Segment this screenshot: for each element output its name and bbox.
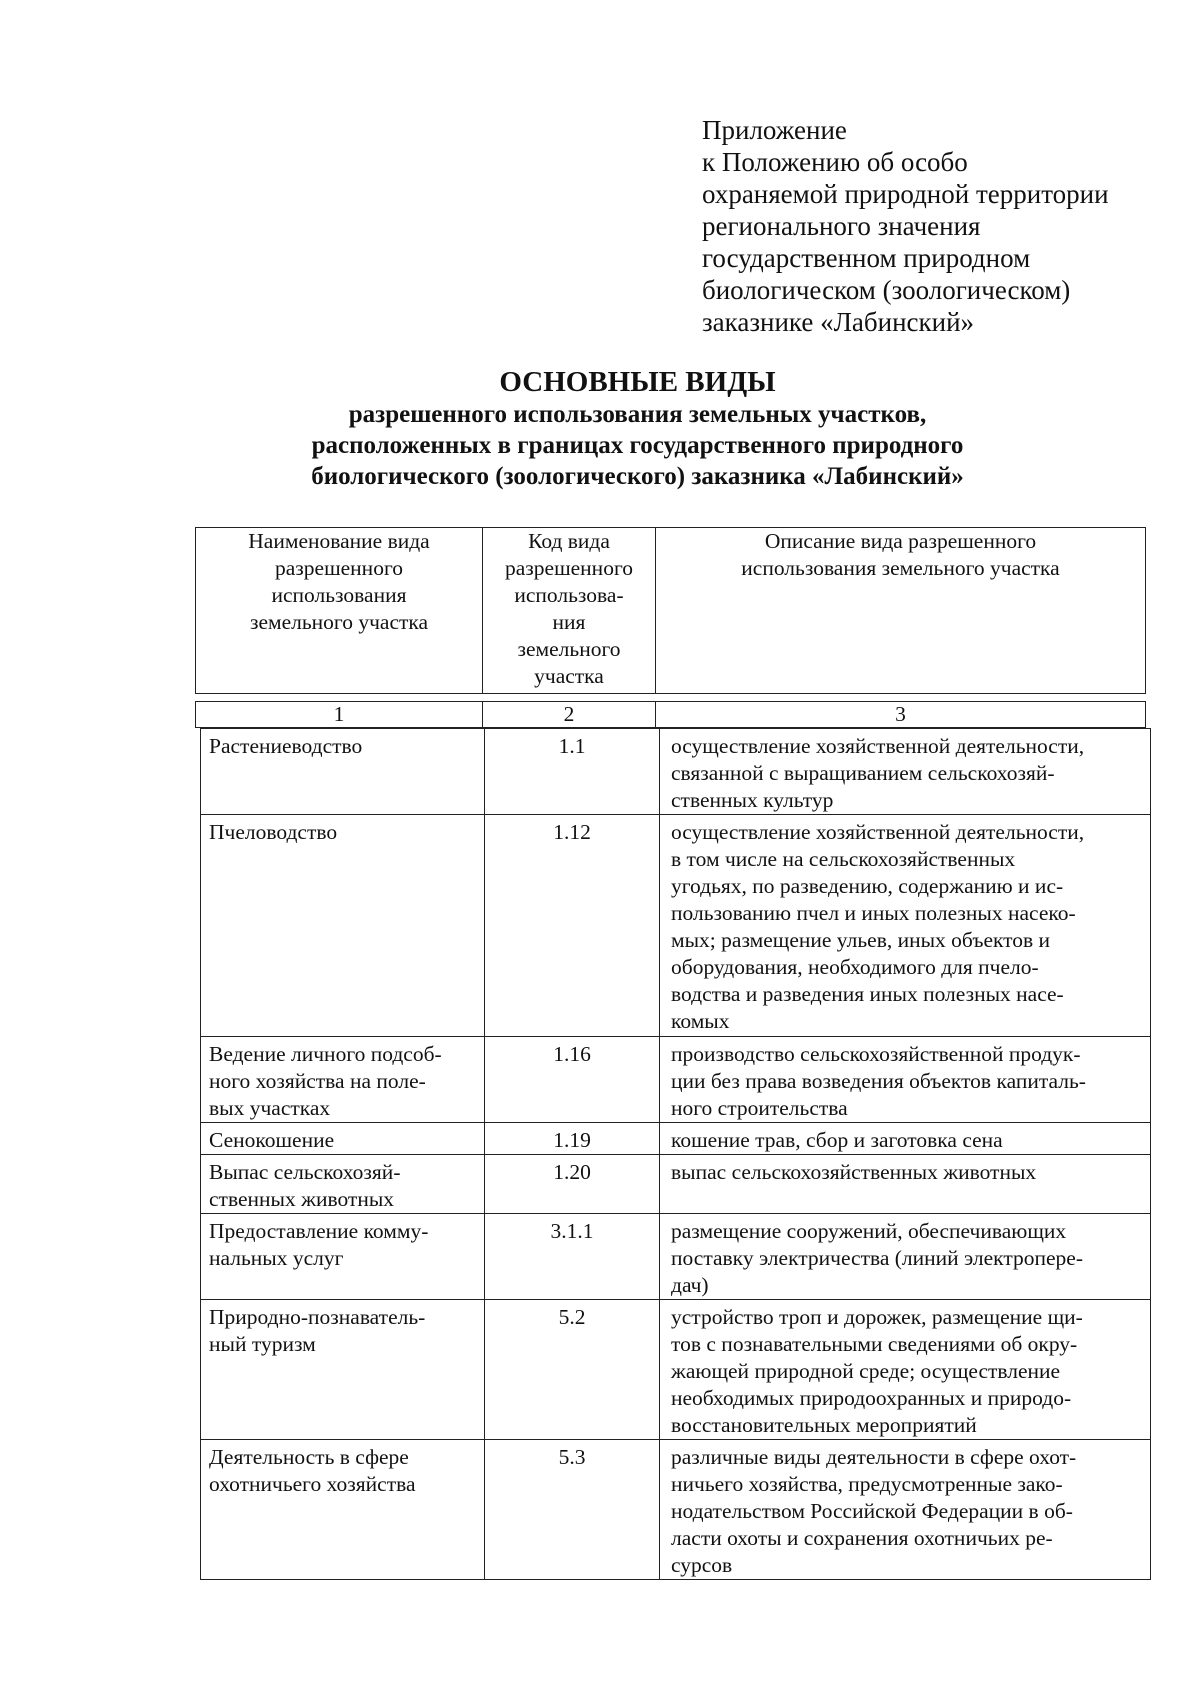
table-row bbox=[201, 729, 1151, 815]
appendix-line: охраняемой природной территории bbox=[702, 179, 1109, 209]
land-use-name-line: ственных животных bbox=[209, 1187, 395, 1211]
table-row bbox=[201, 1300, 1151, 1440]
header-text: ния bbox=[552, 610, 586, 634]
header-text: участка bbox=[534, 664, 604, 688]
land-use-name-line: Выпас сельскохозяй- bbox=[209, 1160, 401, 1184]
table-row bbox=[201, 1214, 1151, 1300]
land-use-description-line: связанной с выращиванием сельскохозяй- bbox=[671, 761, 1055, 785]
land-use-name-line: Деятельность в сфере bbox=[209, 1445, 409, 1469]
land-use-code: 5.3 bbox=[485, 1440, 660, 1580]
land-use-name-line: Растениеводство bbox=[209, 734, 363, 758]
land-use-description-line: осуществление хозяйственной деятельности, bbox=[671, 820, 1085, 844]
land-use-code: 5.2 bbox=[485, 1300, 660, 1440]
land-use-name-cell bbox=[201, 1300, 485, 1440]
land-use-description-cell bbox=[660, 1037, 1151, 1123]
land-use-name-line: Сенокошение bbox=[209, 1128, 335, 1152]
header-text: земельного участка bbox=[249, 610, 429, 634]
land-use-name-line: ный туризм bbox=[209, 1332, 316, 1356]
land-use-description-line: сурсов bbox=[671, 1553, 733, 1577]
land-use-description-line: необходимых природоохранных и природо- bbox=[671, 1386, 1072, 1410]
land-use-code: 1.1 bbox=[485, 729, 660, 815]
land-use-description-line: ничьего хозяйства, предусмотренные зако- bbox=[671, 1472, 1063, 1496]
land-use-description-line: осуществление хозяйственной деятельности, bbox=[671, 734, 1085, 758]
land-use-name-cell bbox=[201, 729, 485, 815]
land-use-description-line: поставку электричества (линий электропере- bbox=[671, 1246, 1083, 1270]
land-use-name-cell bbox=[201, 815, 485, 1037]
table-body bbox=[201, 729, 1151, 1580]
table-row bbox=[201, 1037, 1151, 1123]
land-use-description-line: восстановительных мероприятий bbox=[671, 1413, 977, 1437]
land-use-description-line: оборудования, необходимого для пчело- bbox=[671, 955, 1039, 979]
land-use-name-line: вых участках bbox=[209, 1096, 331, 1120]
land-use-description-cell bbox=[660, 1214, 1151, 1300]
header-text: использования земельного участка bbox=[741, 556, 1060, 580]
land-use-name-line: охотничьего хозяйства bbox=[209, 1472, 416, 1496]
header-name-cell bbox=[196, 528, 483, 694]
header-text: Описание вида разрешенного bbox=[764, 529, 1037, 553]
land-use-description-line: водства и разведения иных полезных насе- bbox=[671, 982, 1064, 1006]
land-use-description-line: выпас сельскохозяйственных животных bbox=[671, 1160, 1037, 1184]
land-use-description-line: ного строительства bbox=[671, 1096, 848, 1120]
land-use-description-cell bbox=[660, 1123, 1151, 1155]
appendix-line: биологическом (зоологическом) bbox=[702, 275, 1071, 305]
land-use-code: 3.1.1 bbox=[485, 1214, 660, 1300]
header-code-cell bbox=[483, 528, 656, 694]
land-use-description-line: дач) bbox=[671, 1273, 709, 1297]
land-use-name-line: ного хозяйства на поле- bbox=[209, 1069, 426, 1093]
land-use-name-cell bbox=[201, 1123, 485, 1155]
document-heading bbox=[0, 365, 1200, 492]
land-use-description-line: устройство троп и дорожек, размещение щи- bbox=[671, 1305, 1083, 1329]
land-use-description-line: кошение трав, сбор и заготовка сена bbox=[671, 1128, 1003, 1152]
column-number: 1 bbox=[196, 702, 483, 728]
land-use-description-cell bbox=[660, 1300, 1151, 1440]
appendix-line: Приложение bbox=[702, 115, 847, 145]
land-use-description-line: различные виды деятельности в сфере охот- bbox=[671, 1445, 1077, 1469]
header-text: использова- bbox=[514, 583, 624, 607]
header-text: Код вида bbox=[528, 529, 610, 553]
table-row bbox=[201, 1440, 1151, 1580]
land-use-description-cell bbox=[660, 1440, 1151, 1580]
appendix-line: заказнике «Лабинский» bbox=[702, 307, 975, 337]
table-row bbox=[201, 1155, 1151, 1214]
header-text: земельного bbox=[517, 637, 621, 661]
header-text: разрешенного bbox=[275, 556, 403, 580]
land-use-description-line: тов с познавательными сведениями об окру- bbox=[671, 1332, 1078, 1356]
land-use-description-line: мых; размещение ульев, иных объектов и bbox=[671, 928, 1051, 952]
column-number-row bbox=[195, 701, 1146, 728]
column-number: 2 bbox=[483, 702, 656, 728]
land-use-name-line: Предоставление комму- bbox=[209, 1219, 429, 1243]
document-subtitle-line: расположенных в границах государственного природного bbox=[311, 432, 964, 459]
land-use-name-line: Природно-познаватель- bbox=[209, 1305, 426, 1329]
land-use-name-cell bbox=[201, 1155, 485, 1214]
header-text: Наименование вида bbox=[248, 529, 430, 553]
appendix-line: регионального значения bbox=[702, 211, 981, 241]
land-use-description-cell bbox=[660, 729, 1151, 815]
land-use-description-line: жающей природной среде; осуществление bbox=[671, 1359, 1061, 1383]
document-title: ОСНОВНЫЕ ВИДЫ bbox=[499, 366, 776, 398]
land-use-code: 1.20 bbox=[485, 1155, 660, 1214]
document-subtitle-line: разрешенного использования земельных участков, bbox=[348, 401, 927, 428]
land-use-name-line: Пчеловодство bbox=[209, 820, 338, 844]
table-row bbox=[201, 1123, 1151, 1155]
document-subtitle-line: биологического (зоологического) заказника «Лабинский» bbox=[311, 463, 964, 490]
land-use-description-line: комых bbox=[671, 1009, 730, 1033]
land-use-description-line: угодьях, по разведению, содержанию и ис- bbox=[671, 874, 1064, 898]
land-use-description-line: пользованию пчел и иных полезных насеко- bbox=[671, 901, 1076, 925]
land-use-name-line: нальных услуг bbox=[209, 1246, 344, 1270]
land-use-description-line: размещение сооружений, обеспечивающих bbox=[671, 1219, 1067, 1243]
table-row bbox=[201, 815, 1151, 1037]
land-use-description-line: производство сельскохозяйственной продук- bbox=[671, 1042, 1081, 1066]
land-use-description-cell bbox=[660, 815, 1151, 1037]
land-use-name-line: Ведение личного подсоб- bbox=[209, 1042, 442, 1066]
land-use-description-line: нодательством Российской Федерации в об- bbox=[671, 1499, 1073, 1523]
header-desc-cell bbox=[656, 528, 1146, 694]
land-use-description-line: ции без права возведения объектов капиталь- bbox=[671, 1069, 1086, 1093]
land-use-description-cell bbox=[660, 1155, 1151, 1214]
land-use-name-cell bbox=[201, 1037, 485, 1123]
land-use-code: 1.16 bbox=[485, 1037, 660, 1123]
land-use-description-line: ласти охоты и сохранения охотничьих ре- bbox=[671, 1526, 1053, 1550]
column-number: 3 bbox=[656, 702, 1146, 728]
land-use-name-cell bbox=[201, 1440, 485, 1580]
appendix-line: к Положению об особо bbox=[702, 147, 968, 177]
land-use-description-line: ственных культур bbox=[671, 788, 834, 812]
header-text: использования bbox=[271, 583, 407, 607]
land-use-code: 1.12 bbox=[485, 815, 660, 1037]
appendix-line: государственном природном bbox=[702, 243, 1031, 273]
appendix-note bbox=[702, 114, 1162, 338]
header-text: разрешенного bbox=[505, 556, 633, 580]
table-header bbox=[195, 527, 1146, 694]
land-use-description-line: в том числе на сельскохозяйственных bbox=[671, 847, 1016, 871]
land-use-name-cell bbox=[201, 1214, 485, 1300]
land-use-code: 1.19 bbox=[485, 1123, 660, 1155]
land-use-table bbox=[200, 728, 1151, 1580]
